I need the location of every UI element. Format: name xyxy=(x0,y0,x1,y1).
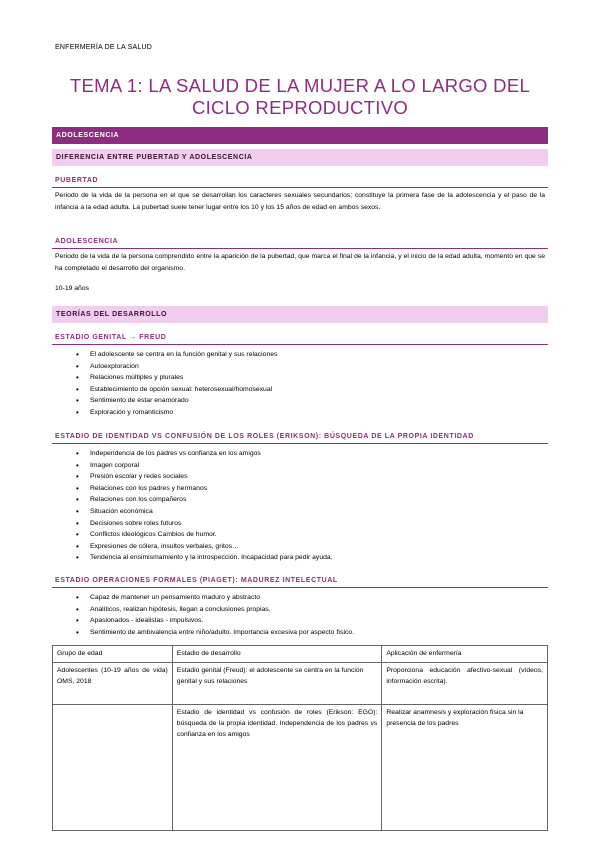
list-item: • Imagen corporal xyxy=(78,460,333,472)
heading-rule xyxy=(52,248,548,249)
list-item: • Establecimiento de opción sexual: heterosexual/homosexual xyxy=(78,384,277,396)
subsection-bar-teorias: TEORÍAS DEL DESARROLLO xyxy=(52,306,548,323)
heading-rule xyxy=(52,187,548,188)
list-item: • Independencia de los padres vs confianza en los amigos xyxy=(78,448,333,460)
paragraph-pubertad: Periodo de la vida de la persona en el que se desarrollan los caracteres sexuales secundarios; constituye la primera fase de la adolescencia y el paso de la infancia a la edad adulta. La pubertad suele tener lugar entre los 10 y los 15 años de edad en ambos sexos. xyxy=(55,192,545,211)
age-range: 10-19 años xyxy=(55,285,90,292)
heading-adolescencia: ADOLESCENCIA xyxy=(55,238,119,245)
heading-piaget: ESTADIO OPERACIONES FORMALES (PIAGET): MADUREZ INTELECTUAL xyxy=(55,577,338,584)
heading-rule xyxy=(52,587,548,588)
list-item: • Expresiones de cólera, insultos verbales, gritos… xyxy=(78,541,333,553)
list-item: • Capaz de mantener un pensamiento maduro y abstracto xyxy=(78,592,354,604)
section-bar-adolescencia: ADOLESCENCIA xyxy=(52,127,548,144)
table-header-cell: Aplicación de enfermería xyxy=(382,646,548,663)
list-item: • Relaciones con los padres y hermanos xyxy=(78,483,333,495)
list-item: • El adolescente se centra en la función genital y sus relaciones xyxy=(78,349,277,361)
list-item: • Sentimiento de estar enamorado xyxy=(78,395,277,407)
list-item: • Apasionados - idealistas - impulsivos. xyxy=(78,615,354,627)
table-header-cell: Grupo de edad xyxy=(53,646,173,663)
table-cell: Adolescentes (10-19 años de vida) OMS, 2018 xyxy=(53,663,173,705)
list-item: • Exploración y romanticismo xyxy=(78,407,277,419)
table-cell: Estadio de identidad vs confusión de roles (Erikson: EGO): búsqueda de la propia identidad. Independencia de los padres vs confianza en los amigos xyxy=(172,705,382,831)
heading-freud: ESTADIO GENITAL → FREUD xyxy=(55,334,167,341)
list-item: • Relaciones múltiples y plurales xyxy=(78,372,277,384)
list-item: • Conflictos ideológicos Cambios de humor. xyxy=(78,529,333,541)
list-item: • Sentimiento de ambivalencia entre niño/adulto. Importancia excesiva por aspecto físico. xyxy=(78,627,354,639)
list-item: • Presión escolar y redes sociales xyxy=(78,471,333,483)
table-row xyxy=(53,663,548,705)
list-item: • Situación económica xyxy=(78,506,333,518)
list-item: • Autoexploración xyxy=(78,361,277,373)
table-row xyxy=(53,705,548,831)
list-item: • Decisiones sobre roles futuros xyxy=(78,518,333,530)
piaget-list xyxy=(78,592,354,638)
page-title: TEMA 1: LA SALUD DE LA MUJER A LO LARGO DEL CICLO REPRODUCTIVO xyxy=(69,75,531,118)
table-header-cell: Estadio de desarrollo xyxy=(172,646,382,663)
table-header-row xyxy=(53,646,548,663)
erikson-list xyxy=(78,448,333,564)
list-item: • Tendencia al ensimismamiento y la introspección. Incapacidad para pedir ayuda. xyxy=(78,552,333,564)
list-item: • Analíticos, realizan hipótesis, llegan a conclusiones propias. xyxy=(78,604,354,616)
table-cell xyxy=(53,705,173,831)
table-cell: Realizar anamnesis y exploración física sin la presencia de los padres xyxy=(382,705,548,831)
subsection-bar-diferencia: DIFERENCIA ENTRE PUBERTAD Y ADOLESCENCIA xyxy=(52,149,548,166)
paragraph-adolescencia: Periodo de la vida de la persona comprendido entre la aparición de la pubertad, que marca el final de la infancia, y el inicio de la edad adulta, momento en que se ha completado el desarrollo del organismo. xyxy=(55,253,545,272)
list-item: • Relaciones con los compañeros xyxy=(78,494,333,506)
running-header: ENFERMERÍA DE LA SALUD xyxy=(55,44,152,51)
table-cell: Estadio genital (Freud): el adolescente se centra en la función genital y sus relaciones xyxy=(172,663,382,705)
heading-rule xyxy=(52,443,548,444)
heading-pubertad: PUBERTAD xyxy=(55,177,99,184)
development-table xyxy=(52,645,548,831)
heading-erikson: ESTADIO DE IDENTIDAD VS CONFUSIÓN DE LOS ROLES (ERIKSON): BÚSQUEDA DE LA PROPIA IDENTIDAD xyxy=(55,433,474,440)
freud-list xyxy=(78,349,277,419)
table-cell: Proporciona educación afectivo-sexual (vídeos, información escrita). xyxy=(382,663,548,705)
heading-rule xyxy=(52,344,548,345)
